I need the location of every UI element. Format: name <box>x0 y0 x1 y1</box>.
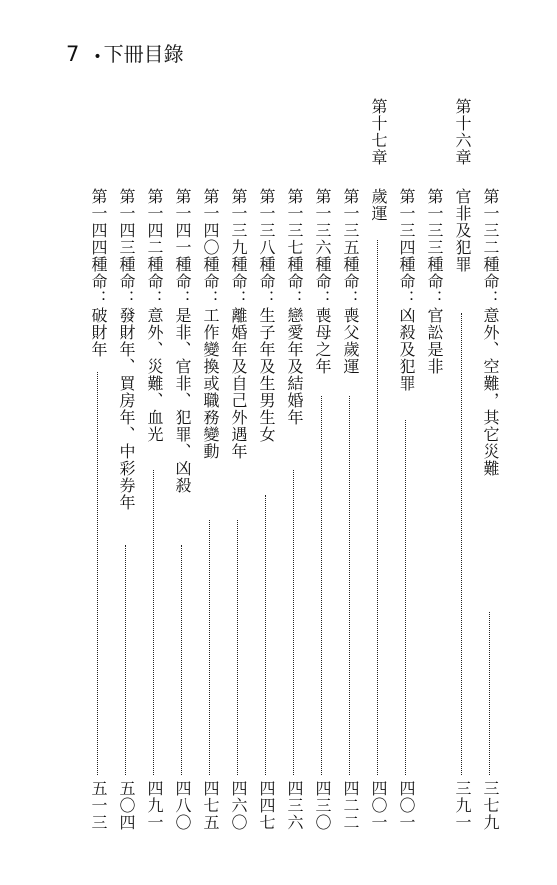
entry-title: 第一三二種命：意外、空難，其它災難 <box>481 188 500 477</box>
entry-title: 第一三七種命：戀愛年及結婚年 <box>285 188 304 426</box>
entry-title: 第一三九種命：離婚年及自己外遇年 <box>229 188 248 460</box>
page-number: 7 <box>66 42 80 66</box>
entry-title: 第一四四種命：破財年 <box>89 188 108 358</box>
leader-dots <box>293 470 294 775</box>
bullet-icon: • <box>93 49 102 65</box>
entry-page: 四〇一 <box>397 780 416 831</box>
entry-title: 第一四〇種命：工作變換或職務變動 <box>201 188 220 460</box>
entry-title: 第一三三種命：官訟是非 <box>425 188 444 375</box>
header-title: 下冊目錄 <box>103 42 184 66</box>
entry-page: 四八〇 <box>173 780 192 831</box>
entry-title: 第一四二種命：意外、災難、血光 <box>145 188 164 443</box>
entry-page: 三七九 <box>481 780 500 831</box>
entry-title: 第一三五種命：喪父歲運 <box>341 188 360 375</box>
header-title-group <box>93 38 183 67</box>
entry-page: 五〇四 <box>117 780 136 831</box>
leader-dots <box>349 396 350 775</box>
entry-title: 第一三六種命：喪母之年 <box>313 188 332 375</box>
leader-dots <box>489 612 490 775</box>
entry-page: 四七五 <box>201 780 220 831</box>
entry-page: 四二二 <box>341 780 360 831</box>
leader-dots <box>321 396 322 775</box>
chapter-title: 歲運 <box>369 188 388 222</box>
leader-dots <box>125 545 126 775</box>
leader-dots <box>97 372 98 775</box>
chapter-title: 官非及犯罪 <box>453 188 472 273</box>
entry-page: 四三六 <box>285 780 304 831</box>
leader-dots <box>405 420 406 775</box>
leader-dots <box>153 470 154 775</box>
entry-title: 第一四三種命：發財年、買房年、中彩券年 <box>117 188 136 511</box>
entry-title: 第一四一種命：是非、官非、犯罪、凶殺 <box>173 188 192 494</box>
leader-dots <box>377 240 378 775</box>
chapter-label: 第十六章 <box>453 98 472 166</box>
entry-page: 五一三 <box>89 780 108 831</box>
entry-page: 四六〇 <box>229 780 248 831</box>
leader-dots <box>461 313 462 775</box>
chapter-page: 四〇一 <box>369 780 388 831</box>
leader-dots <box>209 520 210 775</box>
page-header <box>66 38 184 67</box>
entry-page: 四九一 <box>145 780 164 831</box>
entry-page: 三九一 <box>453 780 472 831</box>
leader-dots <box>181 545 182 775</box>
entry-page: 四三〇 <box>313 780 332 831</box>
entry-title: 第一三四種命：凶殺及犯罪 <box>397 188 416 392</box>
chapter-label: 第十七章 <box>369 98 388 166</box>
leader-dots <box>237 520 238 775</box>
entry-title: 第一三八種命：生子年及生男生女 <box>257 188 276 443</box>
leader-dots <box>265 495 266 775</box>
entry-page: 四四七 <box>257 780 276 831</box>
